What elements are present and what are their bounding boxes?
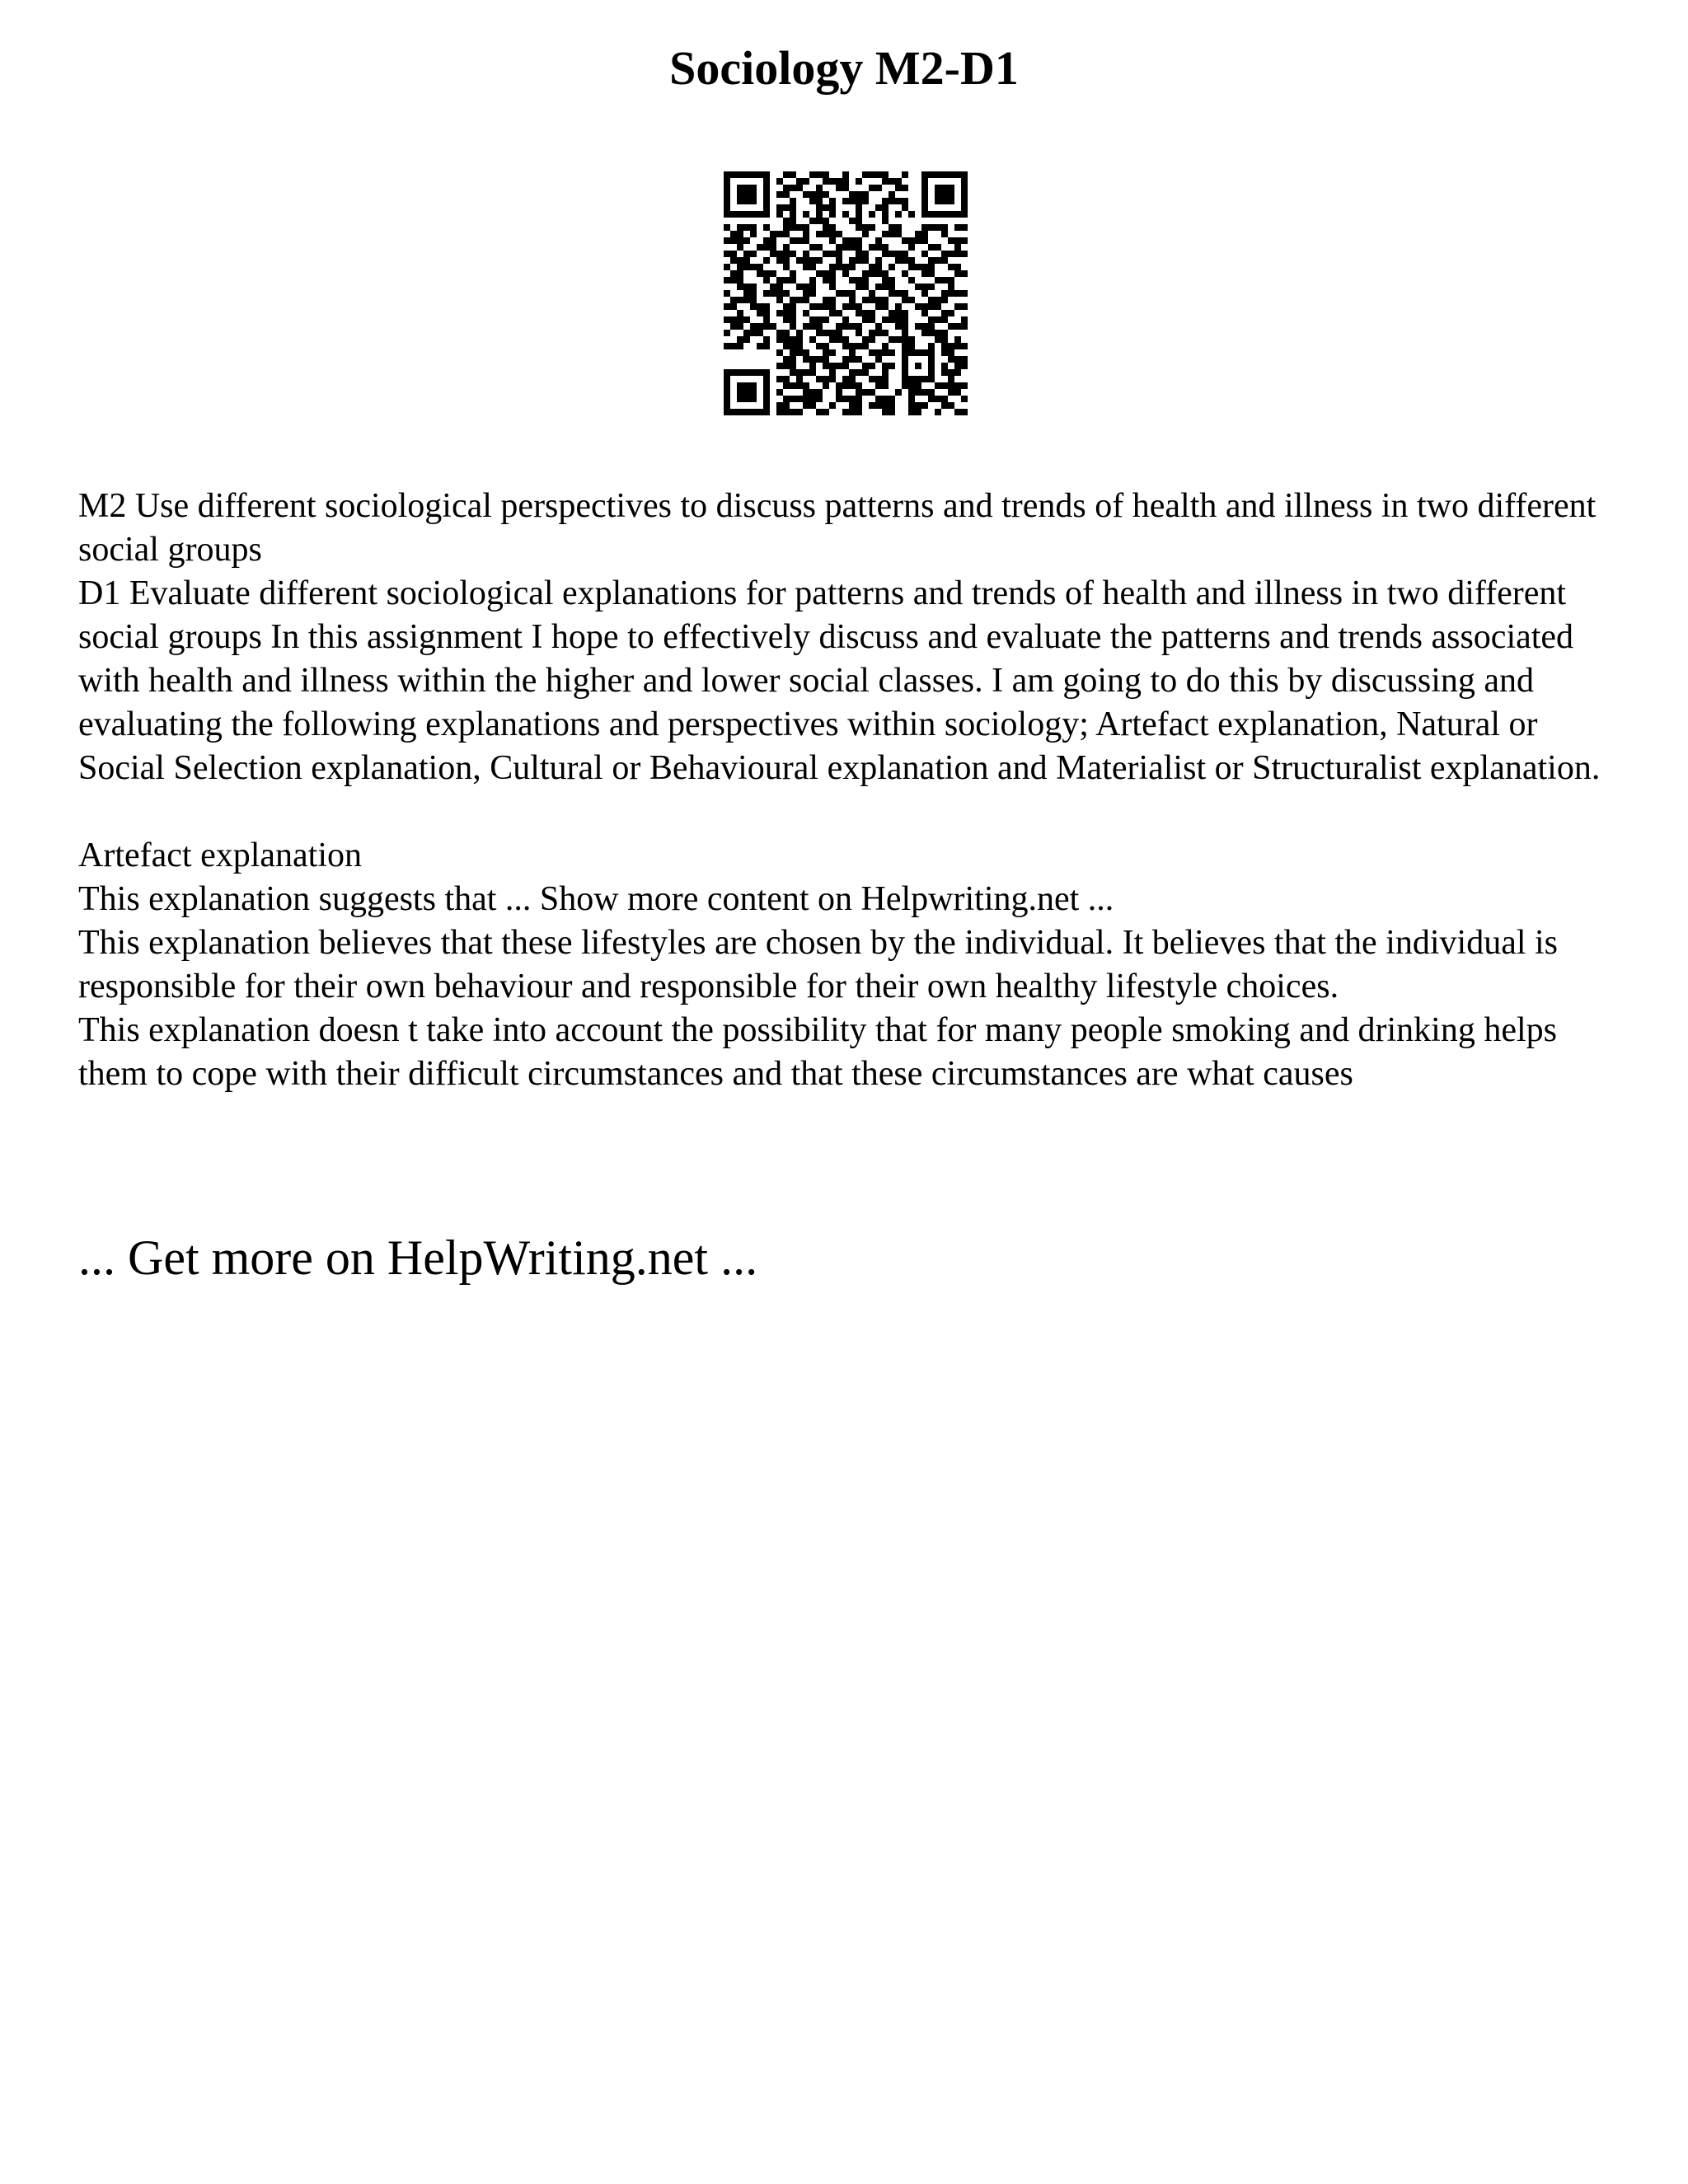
qr-code bbox=[724, 171, 968, 415]
paragraph-d1: D1 Evaluate different sociological explanations for patterns and trends of health and illness in two different social groups In this assignment I hope to effectively discuss and evaluate the patterns and trends associated with health and illness within the higher and lower social classes. I am going to do this by discussing and evaluating the following explanations and perspectives within sociology; Artefact explanation, Natural or Social Selection explanation, Cultural or Behavioural explanation and Materialist or Structuralist explanation. bbox=[78, 574, 1601, 787]
page-title: Sociology M2-D1 bbox=[669, 41, 1019, 95]
document-body bbox=[78, 485, 1628, 1096]
get-more-link[interactable]: ... Get more on HelpWriting.net ... bbox=[78, 1230, 758, 1285]
paragraph-critique: This explanation doesn t take into account the possibility that for many people smoking and drinking helps them to cope with their difficult circumstances and that these circumstances are what causes bbox=[78, 1011, 1558, 1093]
paragraph-show-more: This explanation suggests that ... Show more content on Helpwriting.net ... bbox=[78, 880, 1114, 918]
paragraph-gap bbox=[78, 790, 1628, 834]
paragraph-lifestyles: This explanation believes that these lifestyles are chosen by the individual. It believes that the individual is responsible for their own behaviour and responsible for their own healthy lifestyle choices. bbox=[78, 924, 1559, 1005]
section-heading-artefact: Artefact explanation bbox=[78, 837, 362, 874]
paragraph-m2: M2 Use different sociological perspectives to discuss patterns and trends of health and illness in two different social groups bbox=[78, 487, 1597, 569]
